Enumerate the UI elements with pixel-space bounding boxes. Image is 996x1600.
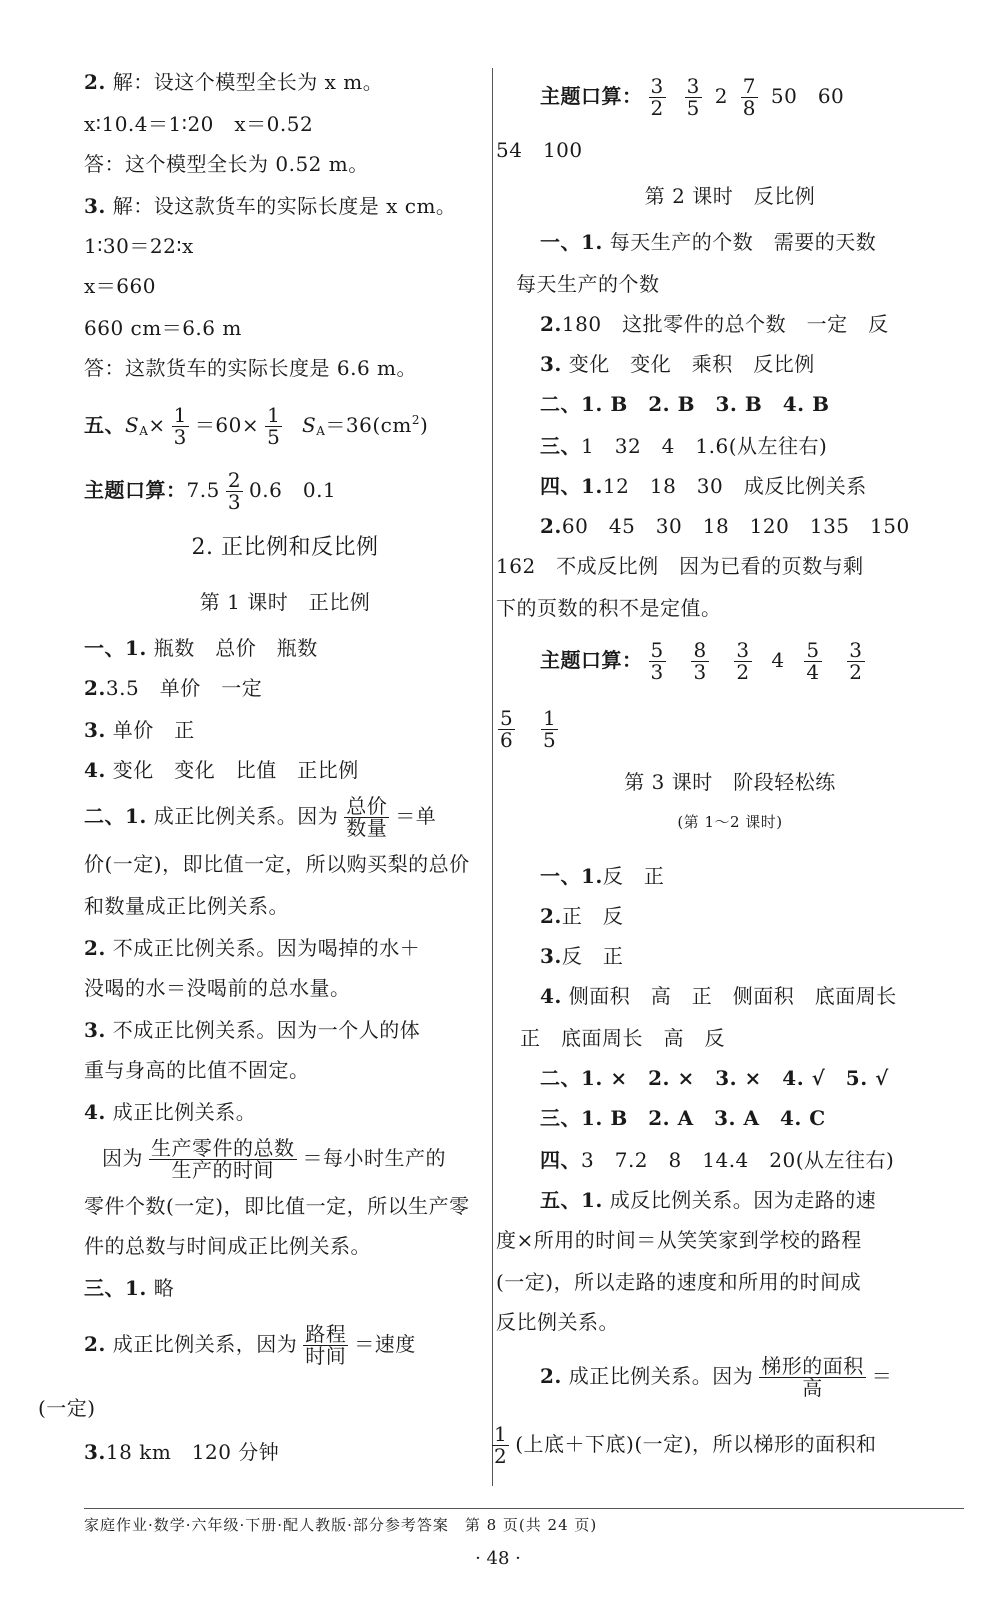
denominator: 时间 (305, 1344, 347, 1368)
lesson-title: 第 2 课时 反比例 (644, 184, 816, 208)
answer-line (84, 674, 262, 702)
answer-line: 660 cm＝6.6 m (84, 316, 242, 340)
answer-line: 零件个数(一定)，即比值一定，所以生产零 (84, 1194, 470, 1218)
answer-text: 反 正 (561, 944, 624, 968)
numerator: 梯形的面积 (761, 1354, 864, 1378)
operator: ＝60× (194, 413, 260, 437)
operator: × (148, 413, 166, 437)
item-number: 五、1. (540, 1188, 603, 1212)
answer-text: 每天生产的个数 需要的天数 (609, 230, 877, 254)
answer-text: 正 反 (561, 904, 624, 928)
answer-text: 变化 变化 乘积 反比例 (568, 352, 815, 376)
fraction (759, 1356, 866, 1399)
item-number: 2. (84, 676, 106, 700)
denominator: 高 (802, 1376, 823, 1400)
item-number: 4. (540, 984, 562, 1008)
item-number: 4. (84, 758, 106, 782)
section-label: 四、 (540, 1148, 581, 1172)
fraction (685, 76, 702, 119)
section-label: 三、 (540, 434, 581, 458)
fraction (498, 708, 515, 751)
denominator: 3 (650, 660, 664, 684)
answer-text: 180 这批零件的总个数 一定 反 (561, 312, 889, 336)
numerator: 8 (693, 638, 707, 662)
item-number: 3. (84, 1440, 106, 1464)
section-title: 2. 正比例和反比例 (191, 535, 379, 560)
oral-calc-line (84, 464, 336, 516)
oral-calc-label: 主题口算： (540, 84, 643, 108)
item-number: 2. (540, 312, 562, 336)
numerator: 5 (650, 638, 664, 662)
answer-text: 1. B 2. B 3. B 4. B (581, 392, 830, 416)
item-number: 3. (84, 1018, 106, 1042)
answer-line (540, 902, 623, 930)
answer-line (540, 1064, 889, 1092)
answer-text: 解：设这款货车的实际长度是 x cm。 (112, 194, 457, 218)
answer-line: 162 不成反比例 因为已看的页数与剩 (496, 554, 864, 578)
lesson-title: 第 3 课时 阶段轻松练 (624, 770, 836, 794)
answer-line (540, 982, 897, 1010)
answer-text: 侧面积 高 正 侧面积 底面周长 (568, 984, 897, 1008)
oral-calc-line (540, 634, 871, 686)
answer-line: (一定)，所以走路的速度和所用的时间成 (496, 1270, 862, 1294)
answer-text: 不成正比例关系。因为一个人的体 (112, 1018, 421, 1042)
numerator: 总价 (346, 794, 388, 818)
variable: S (125, 413, 140, 437)
answer-line (492, 1418, 876, 1470)
item-number: 2. (84, 936, 106, 960)
answer-line (84, 1318, 416, 1370)
answer-line: 件的总数与时间成正比例关系。 (84, 1234, 371, 1258)
answer-line: 度×所用的时间＝从笑笑家到学校的路程 (496, 1228, 862, 1252)
answer-text: 7.5 (186, 478, 220, 502)
answer-text: 12 18 30 成反比例关系 (602, 474, 867, 498)
answer-line (84, 790, 436, 842)
answer-line (540, 310, 889, 338)
numerator: 7 (742, 74, 757, 98)
item-number: 一、1. (84, 636, 147, 660)
numerator: 3 (736, 638, 750, 662)
numerator: 1 (542, 706, 557, 730)
fraction (804, 640, 821, 683)
answer-line (84, 192, 456, 220)
answer-text: (上底＋下底)(一定)，所以梯形的面积和 (515, 1432, 877, 1456)
answer-text: 1 32 4 1.6(从左往右) (581, 434, 828, 458)
answer-text: 略 (153, 1276, 175, 1300)
answer-text: 1. × 2. × 3. × 4. √ 5. √ (581, 1066, 889, 1090)
oral-calc-label: 主题口算： (84, 478, 187, 502)
answer-line: 1∶30＝22∶x (84, 234, 194, 258)
section-label: 二、 (540, 392, 581, 416)
answer-line (84, 394, 428, 457)
answer-line: 每天生产的个数 (516, 272, 660, 296)
answer-line (540, 228, 876, 256)
numerator: 生产零件的总数 (151, 1136, 295, 1160)
answer-text: 60 45 30 18 120 135 150 (561, 514, 910, 538)
answer-text: ＝ (871, 1364, 893, 1388)
denominator: 3 (693, 660, 707, 684)
lesson-subtitle: (第 1～2 课时) (677, 813, 783, 831)
denominator: 5 (267, 425, 281, 449)
fraction (649, 76, 666, 119)
answer-text: ＝每小时生产的 (302, 1146, 446, 1170)
denominator: 2 (494, 1444, 508, 1468)
subscript: A (139, 424, 149, 438)
answer-text: 因为 (102, 1146, 143, 1170)
denominator: 3 (227, 490, 242, 514)
item-number: 2. (540, 1364, 562, 1388)
item-number: 4. (84, 1100, 106, 1124)
answer-text: 成正比例关系，因为 (112, 1332, 298, 1356)
page-number: · 48 · (475, 1548, 521, 1569)
answer-text: 50 60 (770, 84, 845, 108)
superscript: 2 (411, 413, 420, 427)
answer-text: 成正比例关系。因为 (153, 804, 339, 828)
item-number: 3. (84, 194, 106, 218)
answer-line (540, 472, 867, 500)
item-number: 3. (84, 718, 106, 742)
answer-text: 3 7.2 8 14.4 20(从左往右) (581, 1148, 895, 1172)
denominator: 2 (650, 96, 664, 120)
answer-line: 答：这个模型全长为 0.52 m。 (84, 152, 369, 176)
numerator: 3 (849, 638, 863, 662)
answer-line: 正 底面周长 高 反 (520, 1026, 725, 1050)
item-number: 3. (540, 944, 562, 968)
answer-line (84, 634, 318, 662)
answer-text: 解：设这个模型全长为 x m。 (112, 70, 384, 94)
variable: S (302, 413, 317, 437)
fraction (172, 405, 189, 448)
answer-line (540, 942, 623, 970)
answer-line (84, 934, 420, 962)
answer-line: 答：这款货车的实际长度是 6.6 m。 (84, 356, 417, 380)
answer-text: 3.5 单价 一定 (105, 676, 263, 700)
item-number: 一、1. (540, 864, 603, 888)
item-number: 二、1. (84, 804, 147, 828)
answer-line (84, 1016, 420, 1044)
section-label: 三、 (540, 1106, 581, 1130)
denominator: 6 (500, 728, 514, 752)
answer-text: 反 正 (602, 864, 665, 888)
answer-line (84, 68, 383, 96)
column-divider (492, 68, 493, 1486)
answer-text: 4 (771, 648, 785, 672)
answer-text: 不成正比例关系。因为喝掉的水＋ (112, 936, 421, 960)
answer-text: ) (419, 413, 429, 437)
answer-line (84, 716, 195, 744)
answer-text: 成正比例关系。 (112, 1100, 257, 1124)
numerator: 5 (500, 706, 514, 730)
fraction (344, 796, 389, 839)
item-number: 2. (84, 70, 106, 94)
item-number: 四、1. (540, 474, 603, 498)
answer-line (540, 390, 829, 418)
fraction (847, 640, 864, 683)
fraction (691, 640, 708, 683)
oral-calc-line (540, 70, 844, 122)
fraction (541, 708, 558, 751)
item-number: 3. (540, 352, 562, 376)
answer-line: (一定) (38, 1396, 96, 1420)
subscript: A (316, 424, 326, 438)
denominator: 2 (849, 660, 863, 684)
section-label: 五、 (84, 413, 125, 437)
numerator: 路程 (305, 1322, 347, 1346)
numerator: 1 (173, 403, 187, 427)
answer-text: ＝36(cm (325, 413, 412, 437)
answer-text: 2 (714, 84, 728, 108)
answer-text: 变化 变化 比值 正比例 (112, 758, 359, 782)
denominator: 2 (736, 660, 750, 684)
page-footer: 家庭作业·数学·六年级·下册·配人教版·部分参考答案 第 8 页(共 24 页) (84, 1508, 964, 1541)
fraction (734, 640, 751, 683)
answer-line (540, 432, 827, 460)
answer-text: ＝单 (395, 804, 437, 828)
answer-text: 1. B 2. A 3. A 4. C (581, 1106, 826, 1130)
answer-line: x＝660 (84, 274, 156, 298)
fraction (649, 640, 666, 683)
answer-text: 成正比例关系。因为 (568, 1364, 754, 1388)
oral-calc-line (492, 702, 564, 754)
item-number: 三、1. (84, 1276, 147, 1300)
answer-line (84, 1098, 256, 1126)
answer-line (540, 512, 910, 540)
fraction (303, 1324, 348, 1367)
denominator: 8 (742, 96, 757, 120)
answer-text: 成反比例关系。因为走路的速 (609, 1188, 877, 1212)
answer-line (102, 1132, 446, 1184)
answer-line (540, 1350, 892, 1402)
answer-text: 单价 正 (112, 718, 195, 742)
answer-text: 18 km 120 分钟 (105, 1440, 280, 1464)
answer-line: 没喝的水＝没喝前的总水量。 (84, 976, 351, 1000)
fraction (226, 470, 243, 513)
denominator: 5 (686, 96, 700, 120)
answer-line (84, 756, 359, 784)
numerator: 5 (806, 638, 820, 662)
answer-text: 瓶数 总价 瓶数 (153, 636, 318, 660)
fraction (265, 405, 282, 448)
fraction (492, 1424, 509, 1467)
answer-line: 重与身高的比值不固定。 (84, 1058, 310, 1082)
numerator: 1 (267, 403, 281, 427)
item-number: 2. (540, 514, 562, 538)
answer-line: 54 100 (496, 138, 583, 162)
numerator: 2 (227, 468, 242, 492)
item-number: 2. (540, 904, 562, 928)
denominator: 3 (173, 425, 187, 449)
denominator: 5 (542, 728, 557, 752)
answer-line: x∶10.4＝1∶20 x＝0.52 (84, 112, 314, 136)
answer-line (540, 862, 664, 890)
numerator: 1 (494, 1422, 508, 1446)
fraction (149, 1138, 297, 1181)
item-number: 2. (84, 1332, 106, 1356)
answer-line (540, 1186, 876, 1214)
answer-line (540, 1104, 826, 1132)
answer-line: 反比例关系。 (496, 1310, 619, 1334)
lesson-title: 第 1 课时 正比例 (199, 590, 371, 614)
answer-text: ＝速度 (354, 1332, 416, 1356)
numerator: 3 (686, 74, 700, 98)
answer-line (84, 1274, 174, 1302)
answer-line: 和数量成正比例关系。 (84, 894, 289, 918)
answer-line (84, 1438, 279, 1466)
answer-text: 0.6 0.1 (249, 478, 337, 502)
denominator: 4 (806, 660, 820, 684)
fraction (741, 76, 758, 119)
answer-line (540, 350, 815, 378)
oral-calc-label: 主题口算： (540, 648, 643, 672)
answer-line: 价(一定)，即比值一定，所以购买梨的总价 (84, 852, 470, 876)
section-label: 二、 (540, 1066, 581, 1090)
answer-line: 下的页数的积不是定值。 (496, 596, 722, 620)
item-number: 一、1. (540, 230, 603, 254)
denominator: 生产的时间 (171, 1158, 274, 1182)
denominator: 数量 (346, 816, 388, 840)
numerator: 3 (650, 74, 664, 98)
answer-line (540, 1146, 894, 1174)
